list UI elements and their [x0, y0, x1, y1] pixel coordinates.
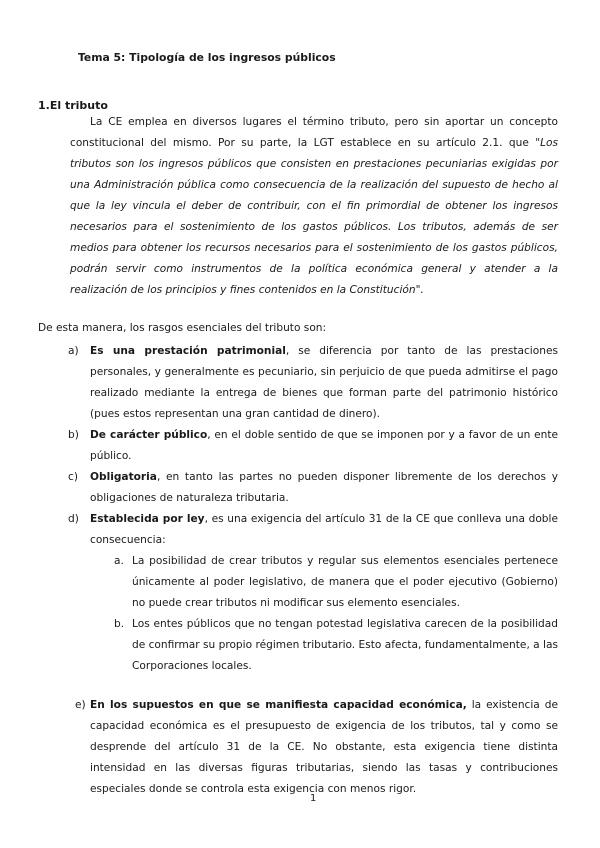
list-item-title: Establecida por ley — [90, 513, 205, 525]
sub-list-text: La posibilidad de crear tributos y regular sus elementos esenciales pertenece únicamente al poder legislativo, de manera que el poder ejecutivo (Gobierno) no puede crear tributos ni modificar sus elemento esenciales. — [132, 555, 558, 609]
intro-text: La CE emplea en diversos lugares el término tributo, pero sin aportar un concepto constitucional del mismo. Por su parte, la LGT establece en su artículo 2.1. que — [70, 116, 558, 149]
list-item-text: , se diferencia por tanto de las prestaciones personales, y generalmente es pecuniario, sin perjuicio de que pueda admitirse el pago realizado mediante la entrega de bienes que forman parte del patrimonio histórico (pues estos representan una gran cantidad de dinero). — [90, 345, 558, 420]
sub-list-item — [114, 551, 558, 614]
sub-list-item — [114, 614, 558, 677]
list-marker: d) — [68, 513, 79, 525]
list-item — [68, 467, 558, 509]
intro-quote: "Los tributos son los ingresos públicos que consisten en prestaciones pecuniarias exigidas por una Administración pública como consecuencia de la realización del supuesto de hecho al que la ley vincula el deber de contribuir, con el fin primordial de obtener los ingresos necesarios para el sostenimiento de los gastos públicos. Los tributos, además de ser medios para obtener los recursos necesarios para el sostenimiento de los gastos públicos, podrán servir como instrumentos de la política económica general y atender a la realización de los principios y fines contenidos en la Constitución". — [70, 137, 558, 296]
list-item — [68, 425, 558, 467]
list-marker: b) — [68, 429, 79, 441]
sub-list-text: Los entes públicos que no tengan potestad legislativa carecen de la posibilidad de confirmar su propio régimen tributario. Esto afecta, fundamentalmente, a las Corporaciones locales. — [132, 618, 558, 672]
list-marker: c) — [68, 471, 78, 483]
list-item-title: De carácter público — [90, 429, 208, 441]
list-marker: a) — [68, 345, 79, 357]
list-item — [68, 509, 558, 551]
list-item-title: Es una prestación patrimonial — [90, 345, 286, 357]
list-marker: e) — [75, 699, 86, 711]
document-title: Tema 5: Tipología de los ingresos públicos — [78, 51, 336, 64]
lead-sentence: De esta manera, los rasgos esenciales del tributo son: — [38, 322, 327, 334]
sub-list-marker: b. — [114, 618, 125, 630]
list-item-title: Obligatoria — [90, 471, 157, 483]
list-item-text: , en el doble sentido de que se imponen por y a favor de un ente público. — [90, 429, 558, 462]
sub-list-marker: a. — [114, 555, 124, 567]
list-item — [68, 341, 558, 425]
list-item-text: la existencia de capacidad económica es el presupuesto de exigencia de los tributos, tal y como se desprende del artículo 31 de la CE. No obstante, esta exigencia tiene distinta intensidad en las diversas figuras tributarias, siendo las tasas y contribuciones especiales donde se controla esta exigencia con menos rigor. — [90, 699, 558, 795]
list-item-text: , es una exigencia del artículo 31 de la CE que conlleva una doble consecuencia: — [90, 513, 558, 546]
section-heading: 1.El tributo — [38, 99, 108, 112]
list-item-text: , en tanto las partes no pueden disponer libremente de los derechos y obligaciones de naturaleza tributaria. — [90, 471, 558, 504]
page-number: 1 — [310, 793, 317, 804]
list-item-title: En los supuestos en que se manifiesta capacidad económica, — [90, 699, 467, 711]
list-item — [75, 695, 558, 800]
intro-paragraph — [70, 112, 558, 301]
